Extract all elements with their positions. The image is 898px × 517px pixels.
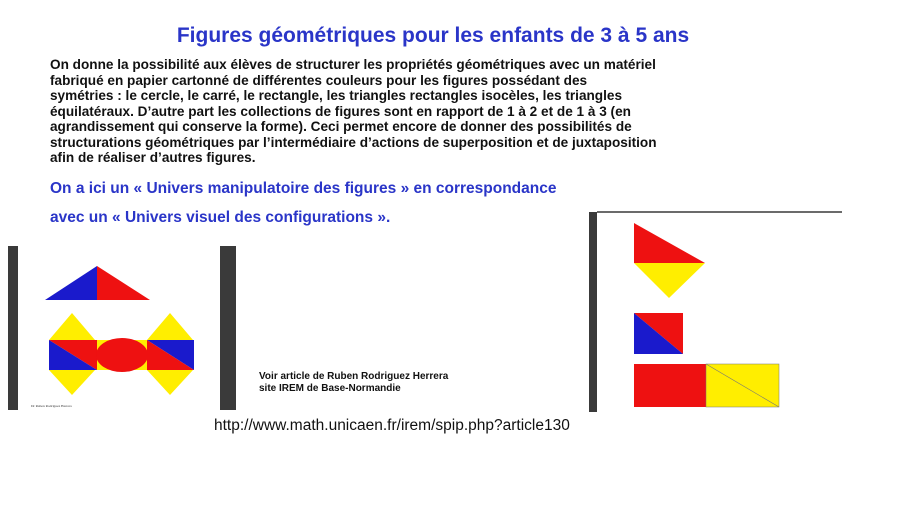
shapes-photo-right [585,208,845,412]
paragraph-line: fabriqué en papier cartonné de différentes couleurs pour les figures possédant des [50,72,588,88]
intro-paragraph [50,57,850,166]
highlight-line-2: avec un « Univers visuel des configurations ». [50,209,391,226]
shapes-photo-left [0,244,240,410]
photo-background [0,244,240,410]
article-credit [259,371,448,395]
article-url[interactable]: http://www.math.unicaen.fr/irem/spip.php?article130 [214,417,570,434]
paragraph-line: afin de réaliser d’autres figures. [50,150,256,165]
red-circle [96,338,148,372]
page-title: Figures géométriques pour les enfants de 3 à 5 ans [176,24,690,47]
photo-frame-left [8,246,18,410]
photo-frame-right [220,246,236,410]
credit-line-1: Voir article de Ruben Rodriguez Herrera [259,371,449,382]
paragraph-line: structurations géométriques par l’intermédiaire d’actions de superposition et de juxtaposition [50,134,657,150]
photo-frame-left [589,212,597,412]
red-square [634,364,706,407]
paragraph-line: équilatéraux. D’autre part les collections de figures sont en rapport de 1 à 2 et de 1 à 3 (en [50,103,631,119]
paragraph-line: symétries : le cercle, le carré, le rectangle, les triangles rectangles isocèles, les triangles [50,88,623,103]
credit-line-2: site IREM de Base-Normandie [259,383,401,394]
photo-credit: Dr Ruben Rodriguez Herrera [31,404,72,408]
highlight-line-1: On a ici un « Univers manipulatoire des figures » en correspondance [50,180,557,197]
paragraph-line: agrandissement qui conserve la forme). Ceci permet encore de donner des possibilités de [50,119,632,134]
paragraph-line: On donne la possibilité aux élèves de structurer les propriétés géométriques avec un matériel [50,57,656,72]
